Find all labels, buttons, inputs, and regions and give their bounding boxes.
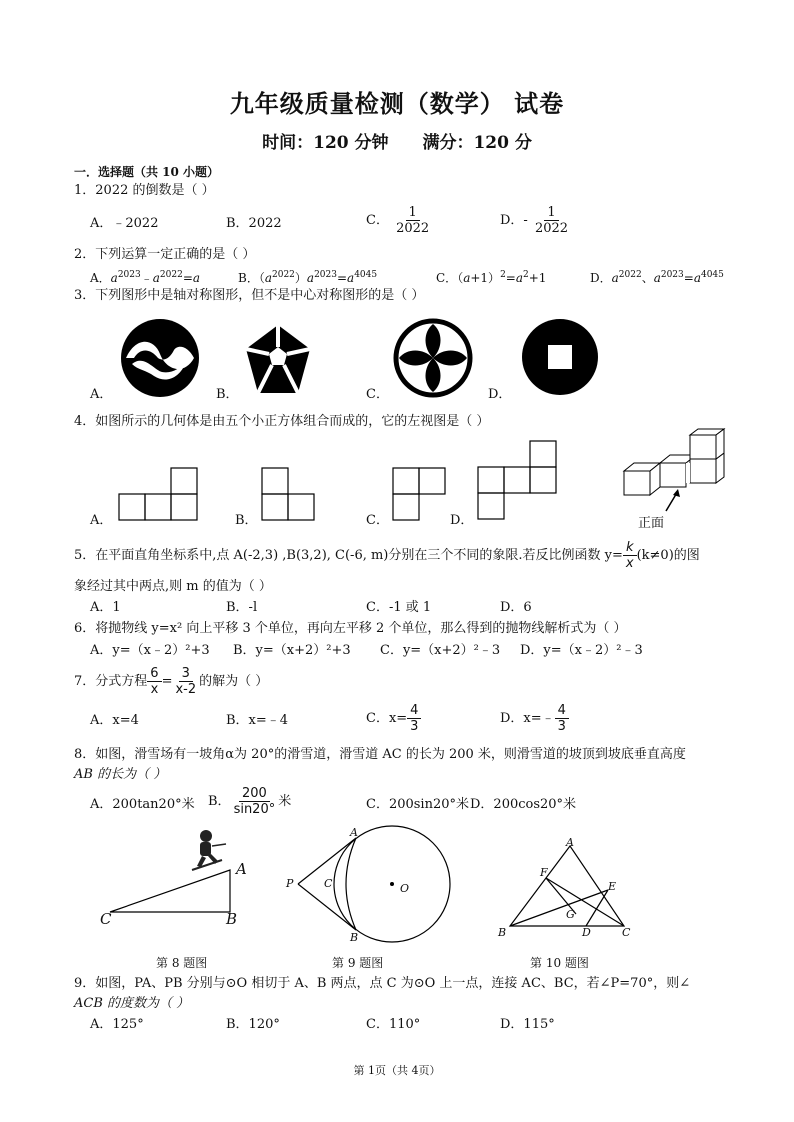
- fig9-label-a: A: [350, 826, 358, 839]
- q9-option-b: B．120°: [226, 1017, 280, 1032]
- q5-option-b: B．-l: [226, 600, 258, 615]
- q8-option-c: C．200sin20°米: [366, 797, 470, 812]
- q4-front-label: 正面: [638, 516, 665, 531]
- fig8-label-b: B: [226, 910, 238, 928]
- q9-option-c: C．110°: [366, 1017, 421, 1032]
- fig10-label-b: B: [498, 926, 507, 939]
- q3-option-b: B．: [216, 387, 239, 402]
- q5-k-fraction: $\frac{k}{x}$: [623, 540, 637, 571]
- q1-option-d: D．- $\frac{1}{2022}$: [500, 205, 571, 236]
- fig10-label-d: D: [582, 926, 591, 939]
- q7-option-a: A．x=4: [90, 713, 139, 728]
- fig8-label-a: A: [236, 860, 247, 878]
- question-1-stem: 1．2022 的倒数是（ ）: [74, 183, 215, 198]
- q1-option-c: C． $\frac{1}{2022}$: [366, 205, 432, 236]
- exam-info: [0, 128, 794, 153]
- fig9-label-b: B: [350, 931, 359, 944]
- q5-option-a: A．1: [90, 600, 121, 615]
- skier-icon: [192, 830, 226, 870]
- q1-c-fraction: $\frac{1}{2022}$: [396, 205, 430, 236]
- q4-option-b: B．: [235, 513, 258, 528]
- q3-figure-d: [521, 318, 599, 396]
- fig10-label-a: A: [566, 836, 574, 849]
- q3-figure-c: [393, 318, 473, 398]
- fig10-label-g: G: [566, 908, 575, 921]
- q4-view-c: [392, 467, 448, 521]
- q7-c-fraction: $\frac{4}{3}$: [407, 703, 421, 734]
- q8-option-a: A．200tan20°米: [90, 797, 195, 812]
- q9-option-d: D．115°: [500, 1017, 555, 1032]
- exam-time: 时间：120 分钟: [262, 133, 389, 153]
- q7-fraction-1: $\frac{6}{x}$: [147, 666, 161, 697]
- question-3-stem: 3．下列图形中是轴对称图形，但不是中心对称图形的是（ ）: [74, 288, 425, 303]
- q3-option-c: C．: [366, 387, 389, 402]
- q8-option-b: B． $\frac{200}{\sin 20^\circ}$ 米: [208, 786, 292, 817]
- q3-option-d: D．: [488, 387, 512, 402]
- q1-option-b: B．2022: [226, 216, 282, 231]
- q7-option-b: B．x=﹣4: [226, 713, 289, 728]
- q4-view-d: [477, 440, 559, 522]
- fig10-label-f: F: [540, 866, 548, 879]
- fig9-label-c: C: [324, 877, 333, 890]
- figure-10-triangle: [500, 838, 640, 938]
- q3-figure-a: [118, 318, 202, 398]
- q5-option-d: D．6: [500, 600, 532, 615]
- q4-view-a: [118, 467, 198, 521]
- q2-option-d: D．$a^{2022}$、$a^{2023}=a^{4045}$: [590, 270, 724, 285]
- q7-d-fraction: $\frac{4}{3}$: [555, 703, 569, 734]
- q2-option-c: C．$(a+1)^2=a^2+1$: [436, 270, 547, 285]
- fig8-label-c: C: [100, 910, 112, 928]
- q3-figure-b: [244, 323, 312, 395]
- page-footer: 第 1页（共 4页）: [353, 1064, 441, 1077]
- fig10-label-e: E: [608, 880, 617, 893]
- q7-fraction-2: $\frac{3}{x-2}$: [175, 666, 197, 697]
- q7-option-d: D．x=﹣ $\frac{4}{3}$: [500, 703, 569, 734]
- fig9-label-o: O: [400, 882, 410, 895]
- q9-option-a: A．125°: [90, 1017, 144, 1032]
- q6-option-d: D．y=（x﹣2）²﹣3: [520, 643, 643, 658]
- fig10-label-c: C: [622, 926, 631, 939]
- q8-b-fraction: $\frac{200}{\sin 20^\circ}$: [233, 786, 276, 817]
- exam-score: 满分：120 分: [422, 133, 532, 153]
- question-4-stem: 4．如图所示的几何体是由五个小正方体组合而成的，它的左视图是（ ）: [74, 414, 490, 429]
- question-7-stem: 7．分式方程 $\frac{6}{x}$ = $\frac{3}{x-2}$ 的解为（ ）: [74, 666, 269, 697]
- q1-option-a: A．﹣2022: [90, 216, 159, 231]
- q4-view-b: [261, 467, 317, 521]
- q1-d-fraction: $\frac{1}{2022}$: [534, 205, 569, 236]
- question-2-stem: 2．下列运算一定正确的是（ ）: [74, 247, 256, 262]
- fig9-label-p: P: [286, 877, 294, 890]
- question-5-stem-line1: 5．在平面直角坐标系中,点 A(-2,3) ,B(3,2), C(-6, m)分别在三个不同的象限.若反比例函数 y= $\frac{k}{x}$ (k≠0)的图: [74, 540, 700, 571]
- question-6-stem: 6．将抛物线 y=x² 向上平移 3 个单位，再向左平移 2 个单位，那么得到的抛物线解析式为（ ）: [74, 621, 627, 636]
- q8-option-d: D．200cos20°米: [470, 797, 577, 812]
- q3-option-a: A．: [90, 387, 113, 402]
- question-8-stem-line2: AB 的长为（ ）: [74, 767, 167, 782]
- q6-option-a: A．y=（x﹣2）²+3: [90, 643, 210, 658]
- fig9-caption: 第 9 题图: [332, 956, 384, 970]
- q2-option-a: A．$a^{2023}﹣a^{2022}=a$: [90, 270, 201, 285]
- q2-option-b: B．$(a^{2022})a^{2023}=a^{4045}$: [238, 270, 378, 285]
- section-heading: 一．选择题（共 10 小题）: [74, 165, 220, 179]
- fig10-caption: 第 10 题图: [530, 956, 589, 970]
- q5-option-c: C．-1 或 1: [366, 600, 432, 615]
- q4-option-d: D．: [450, 513, 474, 528]
- q6-option-b: B．y=（x+2）²+3: [233, 643, 351, 658]
- q7-option-c: C．x= $\frac{4}{3}$: [366, 703, 421, 734]
- q4-option-a: A．: [90, 513, 113, 528]
- page-title: 九年级质量检测（数学） 试卷: [229, 89, 565, 118]
- q6-option-c: C．y=（x+2）²﹣3: [380, 643, 501, 658]
- q4-option-c: C．: [366, 513, 389, 528]
- question-8-stem-line1: 8．如图，滑雪场有一坡角α为 20°的滑雪道，滑雪道 AC 的长为 200 米，则滑雪道的坡顶到坡底垂直高度: [74, 747, 686, 762]
- fig8-caption: 第 8 题图: [156, 956, 208, 970]
- question-9-stem-line1: 9．如图，PA、PB 分别与⊙O 相切于 A、B 两点，点 C 为⊙O 上一点，连接 AC、BC，若∠P=70°，则∠: [74, 976, 691, 991]
- question-9-stem-line2: ACB 的度数为（ ）: [74, 996, 190, 1011]
- q4-solid-figure: [620, 425, 730, 519]
- figure-9-circle-tangents: [286, 826, 436, 946]
- question-5-stem-line2: 象经过其中两点,则 m 的值为（ ）: [74, 579, 272, 594]
